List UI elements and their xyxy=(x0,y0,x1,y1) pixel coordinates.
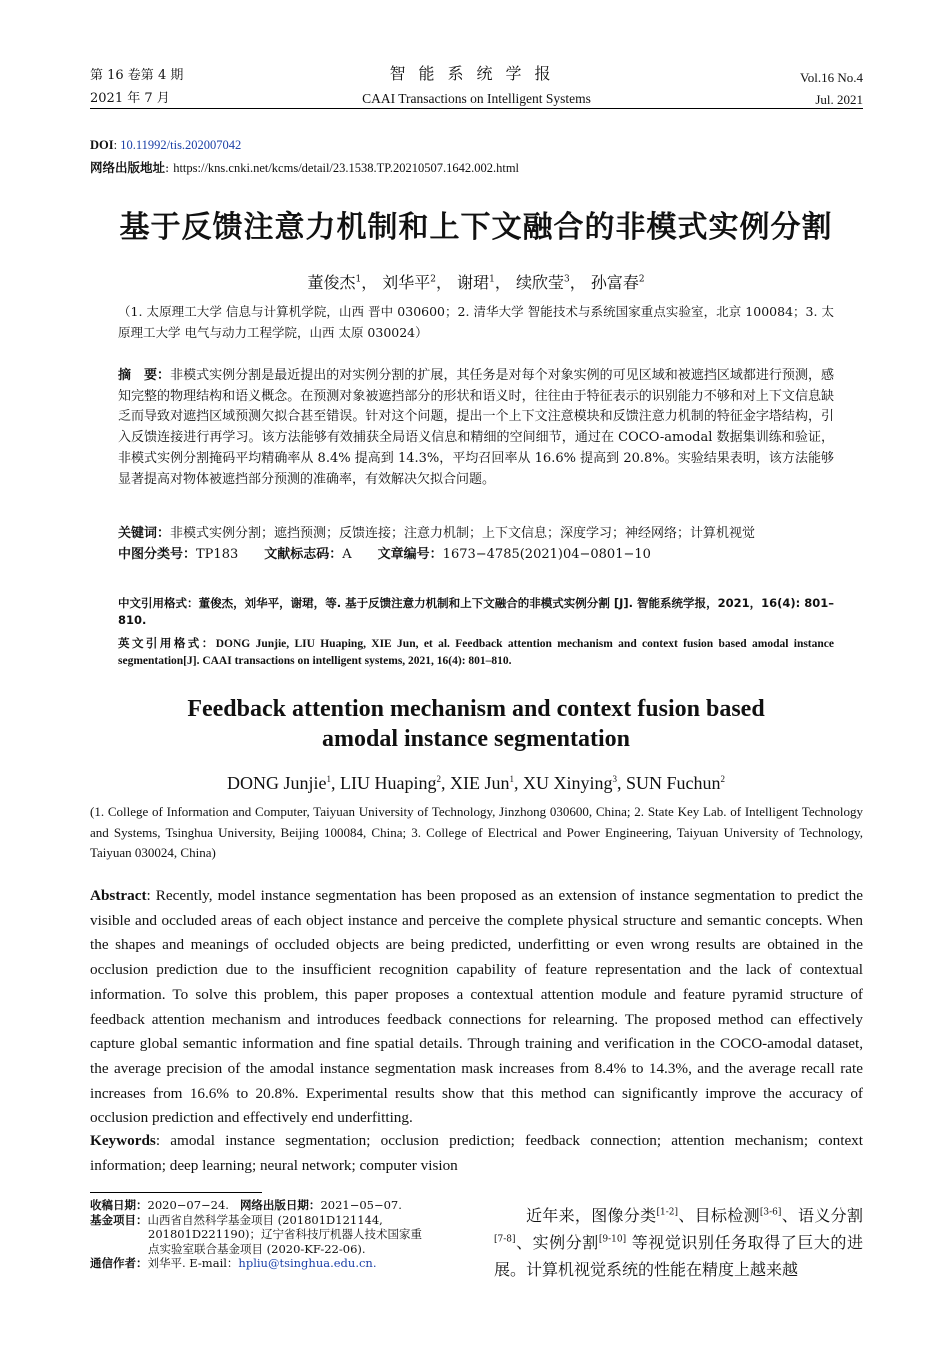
affiliation-cn: （1. 太原理工大学 信息与计算机学院，山西 晋中 030600；2. 清华大学 智能技术与系统国家重点实验室，北京 100084；3. 太原理工大学 电气与动力工程学院，山西 太原 030024） xyxy=(118,304,834,340)
footnote-fund-cont: 201801D221190)；辽宁省科技厅机器人技术国家重 xyxy=(148,1227,423,1241)
classification-line xyxy=(118,545,834,565)
doi-label: DOI xyxy=(90,138,114,152)
journal-name-cn: 智能系统学报 xyxy=(389,64,564,83)
footnotes xyxy=(90,1198,468,1271)
keywords-en-label: Keywords xyxy=(90,1132,156,1149)
volume-cn: 第 16 卷第 4 期 xyxy=(90,68,184,83)
footnote-corresponding xyxy=(90,1256,468,1271)
reference-link[interactable]: [9-10] xyxy=(598,1234,627,1245)
footnote-rule xyxy=(90,1192,262,1193)
title-en xyxy=(0,694,952,754)
fund-label: 基金项目： xyxy=(90,1212,148,1227)
reference-link[interactable]: [7-8] xyxy=(494,1234,516,1245)
author-en: XIE Jun xyxy=(449,773,510,793)
author-cn: 续欣莹 xyxy=(515,273,564,292)
reference-link[interactable]: [1-2] xyxy=(656,1207,679,1218)
author-en: SUN Fuchun xyxy=(625,773,721,793)
author-cn: 谢珺 xyxy=(457,273,490,292)
fund-line1: 山西省自然科学基金项目 (201801D121144, xyxy=(147,1212,383,1227)
corresponding-name: 刘华平. E-mail： xyxy=(147,1256,239,1270)
date-en: Jul. 2021 xyxy=(815,92,863,107)
running-header xyxy=(90,66,863,110)
corresponding-label: 通信作者： xyxy=(90,1256,148,1270)
title-cn: 基于反馈注意力机制和上下文融合的非模式实例分割 xyxy=(119,210,833,245)
abstract-en xyxy=(90,884,863,1131)
date-cn: 2021 年 7 月 xyxy=(90,91,170,106)
keywords-en xyxy=(90,1129,863,1178)
footnote-fund xyxy=(90,1213,468,1228)
author-cn: 孙富春 xyxy=(590,273,639,292)
citation-cn xyxy=(118,595,834,629)
author-en: XU Xinying xyxy=(522,773,613,793)
corresponding-email-link[interactable]: hpliu@tsinghua.edu.cn. xyxy=(238,1256,377,1270)
body-paragraph: 近年来，图像分类[1-2]、目标检测[3-6]、语义分割[7-8]、实例分割[9-10] 等视觉识别任务取得了巨大的进展。计算机视觉系统的性能在精度上越来越 xyxy=(494,1206,863,1279)
doc-code-value: A xyxy=(342,547,352,562)
doi-link[interactable]: 10.11992/tis.202007042 xyxy=(120,138,242,152)
abstract-cn-label: 摘 要： xyxy=(118,368,171,383)
keywords-en-text: : amodal instance segmentation; occlusion prediction; feedback connection; attention mechanism; context information; deep learning; neural network; computer vision xyxy=(90,1132,863,1174)
doc-code-label: 文献标志码： xyxy=(264,547,343,562)
citation-en xyxy=(118,635,834,670)
footnote-fund-cont: 点实验室联合基金项目 (2020-KF-22-06). xyxy=(148,1241,366,1256)
online-url-line: 网络出版地址: https://kns.cnki.net/kcms/detail/23.1538.TP.20210507.1642.002.html xyxy=(90,160,520,175)
volume-en: Vol.16 No.4 xyxy=(800,70,863,85)
clc-value: TP183 xyxy=(196,547,239,562)
doi-line: DOI: 10.11992/tis.202007042 xyxy=(90,138,242,152)
reference-link[interactable]: [3-6] xyxy=(759,1207,782,1218)
received-date: 2020−07−24. xyxy=(147,1198,229,1212)
online-label: 网络出版地址 xyxy=(90,160,166,175)
keywords-cn-label: 关键词： xyxy=(118,526,171,541)
article-no-label: 文章编号： xyxy=(377,547,443,562)
journal-name-en: CAAI Transactions on Intelligent Systems xyxy=(362,91,591,106)
online-url[interactable]: https://kns.cnki.net/kcms/detail/23.1538.TP.20210507.1642.002.html xyxy=(173,161,520,175)
citation-cn-label: 中文引用格式： xyxy=(118,596,199,610)
author-cn: 刘华平 xyxy=(382,273,431,292)
citation-en-text: DONG Junjie, LIU Huaping, XIE Jun, et al. Feedback attention mechanism and context fusion based amodal instance segmentation[J]. CAAI transactions on intelligent systems, 2021, 16(4): 801–810. xyxy=(118,638,834,667)
abstract-en-label: Abstract xyxy=(90,887,147,904)
abstract-cn xyxy=(118,366,834,490)
keywords-cn-text: 非模式实例分割；遮挡预测；反馈连接；注意力机制；上下文信息；深度学习；神经网络；计算机视觉 xyxy=(170,526,756,541)
author-en: DONG Junjie xyxy=(227,773,327,793)
citation-cn-text: 董俊杰，刘华平，谢珺，等. 基于反馈注意力机制和上下文融合的非模式实例分割 [J]. 智能系统学报，2021，16(4): 801–810. xyxy=(118,596,834,627)
authors-en: DONG Junjie$^1$, LIU Huaping$^2$, XIE Jun$^1$, XU Xinying$^3$, SUN Fuchun$^2$ xyxy=(227,773,725,793)
article-no-value: 1673−4785(2021)04−0801−10 xyxy=(442,547,651,562)
keywords-cn xyxy=(118,524,834,544)
citation-en-label: 英文引用格式： xyxy=(118,636,216,650)
authors-cn: 董俊杰$^1$， 刘华平$^2$， 谢珺$^1$， 续欣莹$^3$， 孙富春$^2$ xyxy=(307,273,645,292)
received-label: 收稿日期： xyxy=(90,1198,148,1212)
footnote-dates xyxy=(90,1198,468,1213)
affiliation-en: (1. College of Information and Computer, Taiyuan University of Technology, Jinzhong 030600, China; 2. State Key Lab. of Intelligent Technology and Systems, Tsinghua University, Beijing 100084, China; 3. College of Electrical and Power Engineering, Taiyuan University of Technology, Taiyuan 030024, China) xyxy=(90,804,863,860)
clc-label: 中图分类号： xyxy=(118,547,197,562)
author-cn: 董俊杰 xyxy=(307,273,356,292)
published-label: 网络出版日期： xyxy=(239,1198,321,1212)
published-date: 2021−05−07. xyxy=(320,1198,402,1212)
title-en-line1: Feedback attention mechanism and context fusion based xyxy=(187,696,765,722)
abstract-en-text: : Recently, model instance segmentation has been proposed as an extension of instance segmentation to predict the visible and occluded areas of each object instance and perceive the complete physical structure and semantic concepts. When the shapes and meanings of occluded objects are being predicted, underfitting or even wrong results are obtained in the occlusion prediction due to the insufficient recognition capability of feature representation and the lack of contextual information. To solve this problem, this paper proposes a contextual attention module and feature pyramid structure of feedback attention mechanism and introduces feedback connections for relearning. The proposed method can effectively capture global semantic information and fine spatial details. Through training and verification in the COCO-amodal dataset, the average precision of the amodal instance segmentation mask increases from 8.4% to 14.3%, and the average recall rate increases from 16.6% to 20.8%. Experimental results show that this method can significantly improve the accuracy of occlusion prediction and effectively end underfitting. xyxy=(90,887,863,1127)
author-en: LIU Huaping xyxy=(340,773,437,793)
title-en-line2: amodal instance segmentation xyxy=(322,726,630,752)
abstract-cn-text: 非模式实例分割是最近提出的对实例分割的扩展，其任务是对每个对象实例的可见区域和被遮挡区域都进行预测，感知完整的物理结构和语义概念。在预测对象被遮挡部分的形状和语义时，往往由于特征表示的识别能力不够和对上下文信息缺乏而导致对遮挡区域预测欠拟合甚至错误。针对这个问题，提出一个上下文注意模块和反馈注意力机制的特征金字塔结构，引入反馈连接进行再学习。该方法能够有效捕获全局语义信息和精细的空间细节，通过在 COCO-amodal 数据集训练和验证，非模式实例分割掩码平均精确率从 8.4% 提高到 14.3%，平均召回率从 16.6% 提高到 20.8%。实验结果表明，该方法能够显著提高对物体被遮挡部分预测的准确率，有效解决欠拟合问题。 xyxy=(118,368,834,487)
header-rule xyxy=(90,108,863,109)
